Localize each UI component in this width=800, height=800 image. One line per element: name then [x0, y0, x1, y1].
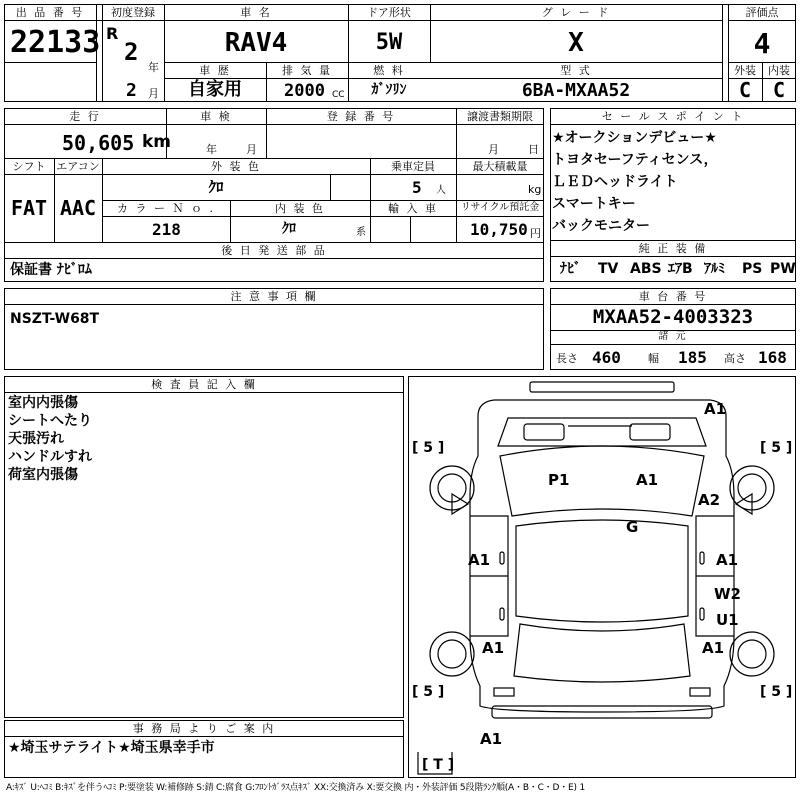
- history-label: 車 歴: [199, 64, 231, 77]
- shift-label: シフト: [12, 160, 46, 173]
- exterior-color-label: 外 装 色: [211, 160, 261, 173]
- damage-mark: A2: [698, 491, 721, 509]
- damage-mark: W2: [714, 585, 741, 603]
- capacity: 5: [412, 178, 422, 197]
- equipment-item: ｴｱB: [668, 261, 693, 277]
- first-registration-label: 初度登録: [111, 6, 155, 19]
- equipment-item: ABS: [630, 261, 662, 277]
- interior-color-label: 内 装 色: [275, 202, 325, 215]
- fuel-label: 燃 料: [373, 64, 405, 77]
- grade-label: グ レ ー ド: [541, 6, 611, 19]
- max-load-label: 最大積載量: [472, 160, 528, 173]
- length: 460: [592, 348, 621, 367]
- recycle-deposit: 10,750: [470, 220, 528, 239]
- registration-month: 2: [126, 80, 137, 101]
- sales-line: ＬＥＤヘッドライト: [552, 174, 678, 190]
- color-number-label: カ ラ ー Ｎ ｏ .: [117, 202, 215, 215]
- recycle-deposit-label: リサイクル預託金: [460, 202, 540, 213]
- interior-color: ｸﾛ: [282, 221, 296, 237]
- mileage: 50,605: [62, 131, 135, 155]
- aircon: AAC: [59, 196, 97, 220]
- cc-unit: CC: [332, 90, 345, 100]
- damage-mark: G: [626, 518, 639, 536]
- office-notice: ★埼玉サテライト★埼玉県幸手市: [8, 740, 215, 756]
- damage-mark: A1: [702, 639, 725, 657]
- color-number: 218: [152, 220, 181, 239]
- door-type-label: ドア形状: [367, 6, 411, 19]
- registration-year: 2: [124, 38, 139, 66]
- car-diagram: [408, 376, 796, 778]
- score: 4: [753, 27, 771, 60]
- height-label: 高さ: [724, 352, 746, 365]
- door-type: 5W: [375, 30, 403, 55]
- chassis-number: MXAA52-4003323: [592, 306, 754, 328]
- inspector-line: シートへたり: [8, 413, 92, 429]
- model-code-label: 型 式: [560, 64, 592, 77]
- mileage-label: 走 行: [69, 110, 101, 123]
- damage-mark: A1: [482, 639, 505, 657]
- aircon-label: エアコン: [56, 160, 100, 173]
- damage-mark: U1: [716, 611, 739, 629]
- length-label: 長さ: [556, 352, 578, 365]
- score-label: 評価点: [745, 6, 779, 19]
- month-unit: 月: [148, 87, 159, 100]
- inspector-line: 室内内張傷: [8, 395, 78, 411]
- inspection-month-unit: 月: [246, 143, 257, 156]
- later-parts-label: 後 日 発 送 部 品: [221, 244, 327, 257]
- transfer-month-unit: 月: [488, 143, 499, 156]
- max-load-unit: kg: [528, 183, 542, 196]
- tire-rear-left: [ 5 ]: [412, 684, 445, 700]
- displacement: 2000: [284, 81, 325, 101]
- year-unit: 年: [148, 61, 159, 74]
- factory-equipment-label: 純 正 装 備: [638, 242, 708, 255]
- inspector-notes-label: 検 査 員 記 入 欄: [151, 378, 257, 391]
- equipment-item: PS: [742, 261, 763, 277]
- lot-number-label: 出 品 番 号: [15, 6, 85, 19]
- damage-mark: A1: [480, 730, 503, 748]
- damage-mark: A1: [636, 471, 659, 489]
- sales-line: スマートキー: [552, 196, 636, 212]
- mileage-unit: km: [142, 132, 172, 152]
- exterior-grade: C: [738, 78, 752, 102]
- equipment-item: ｱﾙﾐ: [704, 261, 725, 277]
- era: R: [106, 24, 119, 43]
- width: 185: [678, 348, 707, 367]
- later-parts: 保証書 ﾅﾋﾞﾛﾑ: [10, 262, 92, 278]
- capacity-unit: 人: [436, 185, 446, 196]
- history: 自家用: [188, 79, 242, 100]
- sales-line: バックモニター: [552, 218, 650, 234]
- interior-grade: C: [772, 78, 786, 102]
- specifications-label: 諸 元: [658, 331, 688, 342]
- displacement-label: 排 気 量: [282, 64, 332, 77]
- notes-text: NSZT-W68T: [10, 311, 100, 327]
- width-label: 幅: [648, 352, 659, 365]
- damage-mark: A1: [704, 400, 727, 418]
- exterior-color: ｸﾛ: [208, 178, 224, 196]
- car-name: RAV4: [224, 28, 288, 58]
- legend-text: A:ｷｽﾞ U:ﾍｺﾐ B:ｷｽﾞを伴うﾍｺﾐ P:要塗装 W:補修跡 S:錆 C:腐食 G:ﾌﾛﾝﾄｶﾞﾗｽ点ｷｽﾞ XX:交換済み X:要交換 内・外装評価 5段階ﾗﾝｸ順(A・B・C・D・E) 1: [6, 783, 585, 793]
- equipment-item: TV: [598, 261, 619, 277]
- inspector-line: 荷室内張傷: [8, 467, 78, 483]
- damage-mark: A1: [468, 551, 491, 569]
- car-name-label: 車 名: [240, 6, 272, 19]
- inspection-year-unit: 年: [206, 143, 217, 156]
- interior-color-suffix: 系: [356, 227, 366, 238]
- office-notice-label: 事 務 局 よ り ご 案 内: [132, 722, 276, 735]
- sales-line: ★オークションデビュー★: [552, 130, 717, 146]
- height: 168: [758, 348, 787, 367]
- tire-rear-right: [ 5 ]: [760, 684, 793, 700]
- tire-front-left: [ 5 ]: [412, 440, 445, 456]
- lot-number: 22133: [10, 25, 101, 60]
- equipment-item: PW: [770, 261, 796, 277]
- transfer-deadline-label: 譲渡書類期限: [467, 110, 533, 123]
- inspector-line: 天張汚れ: [8, 431, 64, 447]
- sales-point-label: セ ー ル ス ポ イ ン ト: [601, 110, 745, 123]
- sales-line: トヨタセーフティセンス，: [552, 152, 718, 168]
- yen-unit: 円: [530, 227, 541, 240]
- equipment-item: ﾅﾋﾞ: [560, 261, 581, 277]
- transfer-day-unit: 日: [528, 143, 539, 156]
- plate-number-label: 登 録 番 号: [326, 110, 396, 123]
- grade: X: [568, 28, 584, 58]
- interior-label: 内装: [768, 64, 790, 77]
- damage-mark: P1: [548, 471, 570, 489]
- spare-tire: [ T ]: [422, 757, 455, 773]
- capacity-label: 乗車定員: [391, 160, 435, 173]
- import-label: 輸 入 車: [388, 202, 438, 215]
- exterior-label: 外装: [734, 64, 756, 77]
- notes-label: 注 意 事 項 欄: [230, 290, 318, 303]
- model-code: 6BA-MXAA52: [521, 80, 631, 101]
- tire-front-right: [ 5 ]: [760, 440, 793, 456]
- fuel: ｶﾞｿﾘﾝ: [371, 82, 407, 98]
- chassis-number-label: 車 台 番 号: [638, 290, 708, 303]
- shift: FAT: [10, 196, 48, 220]
- damage-mark: A1: [716, 551, 739, 569]
- inspector-line: ハンドルすれ: [8, 449, 92, 465]
- inspection-label: 車 検: [200, 110, 232, 123]
